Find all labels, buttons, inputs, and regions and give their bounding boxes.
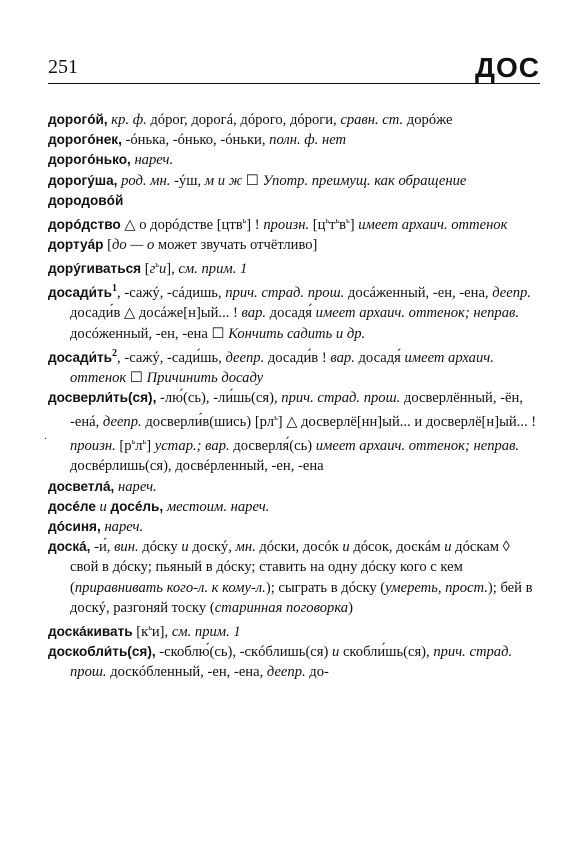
page-number: 251 (48, 56, 78, 78)
headword: доскáкивать (48, 623, 133, 639)
entry-text: доскý, (188, 539, 236, 556)
italic-label: мн. (235, 539, 256, 556)
entry-text: досверля́(сь) (229, 438, 316, 455)
italic-label: местоим. нареч. (166, 498, 270, 515)
entry-text: , -сажý, -сáдишь, (117, 285, 226, 302)
italic-label: умереть, прост. (385, 579, 488, 596)
entry-text: может звучать отчётливо] (154, 237, 318, 254)
italic-label: вар. (241, 305, 267, 322)
dictionary-entry (48, 537, 538, 618)
entry-text: ] (146, 438, 155, 455)
dictionary-entry (48, 150, 538, 170)
softness-mark: ь (155, 260, 159, 270)
softness-mark: ь (335, 216, 340, 226)
italic-label: и (181, 539, 189, 556)
softness-mark: ь (242, 216, 247, 226)
italic-label: нареч. (104, 519, 144, 536)
dictionary-entry (48, 130, 538, 150)
headword: досади́ть (48, 285, 113, 301)
softness-mark: ь (131, 437, 136, 447)
headword: дорогóй, (48, 112, 108, 127)
dictionary-entry (48, 517, 538, 537)
entry-text: досадя́ (266, 305, 316, 322)
italic-label: имеет архаич. оттенок; (315, 305, 470, 322)
italic-label: род. мн. (121, 172, 171, 189)
headword: досéль, (110, 498, 164, 514)
entry-text: △ о дорóдстве [цтв (120, 216, 243, 233)
entry-text: досверлённый, -ён, -енá, (70, 390, 523, 431)
stray-mark: · (44, 434, 48, 445)
italic-label: кр. ф. (111, 112, 147, 128)
headword: доскобли́ть(ся), (48, 644, 156, 660)
entry-text: ); сыграть в дóску ( (265, 579, 386, 596)
entry-text: [р (115, 438, 132, 455)
italic-label: устар.; (154, 438, 202, 455)
italic-label: приравнивать кого-л. к кому-л. (74, 579, 266, 596)
dictionary-entry (48, 211, 538, 235)
italic-label: старинная поговорка (214, 599, 349, 616)
dictionary-entry (48, 477, 538, 497)
entry-text: -и́, (90, 539, 115, 556)
entry-text: ] ! (246, 216, 264, 233)
softness-mark: ь (148, 623, 152, 633)
headword: дородовóй (48, 192, 124, 208)
italic-label: и (99, 498, 107, 515)
entry-text: досадя́ (354, 349, 405, 366)
entry-text: [к (132, 623, 149, 640)
entry-text: ☐ (126, 369, 147, 386)
softness-mark: ь (346, 216, 350, 226)
entry-text: досверли́в(шись) [рл (141, 414, 275, 431)
italic-label: Причинить досаду (146, 369, 264, 386)
italic-label: и (444, 539, 452, 556)
dictionary-entry (48, 191, 538, 211)
dictionary-entry (48, 344, 538, 388)
entry-text: т (329, 216, 336, 233)
header-rule (48, 83, 540, 84)
entry-text: ☐ (242, 172, 263, 189)
entry-text: досвéрлишь(ся), досвéрленный, -ен, -ена (70, 458, 324, 475)
entry-text: досади́в △ досáже[н]ый... ! (70, 305, 242, 322)
entry-text: дорóже (403, 112, 453, 128)
italic-label: и (332, 644, 340, 661)
italic-label: деепр. (266, 664, 306, 681)
page-header (48, 52, 540, 83)
homonym-index: 2 (112, 347, 118, 359)
entry-text: и], (151, 623, 172, 640)
italic-label: нареч. (134, 152, 174, 169)
entry-text: -лю́(сь), -ли́шь(ся), (156, 390, 282, 407)
homonym-index: 1 (112, 283, 118, 295)
entry-text: , -сажý, -сади́шь, (117, 349, 226, 366)
entry-text: ); бей в доскý, разгоняй тоску ( (70, 579, 533, 616)
italic-label: и (158, 261, 167, 278)
entry-text: дóсок, доскáм (349, 539, 445, 556)
entry-text: [ц (309, 216, 326, 233)
italic-label: имеет архаич. оттенок (358, 216, 508, 233)
dictionary-entry (48, 618, 538, 642)
italic-label: Употр. преимущ. как обращение (262, 172, 467, 189)
dictionary-entry (48, 642, 538, 682)
dictionary-entry (48, 497, 538, 517)
entry-text: -ýш, (170, 172, 205, 189)
headword: дорýгиваться (48, 261, 142, 277)
italic-label: м и ж (204, 172, 243, 189)
entry-text: дóрог, дорогá, дóрого, дóроги, (146, 112, 341, 128)
italic-label: имеет архаич. оттенок (70, 349, 494, 386)
entry-text: доскóбленный, -ен, -ена, (106, 664, 267, 681)
italic-label: см. прим. 1 (171, 623, 241, 640)
italic-label: сравн. ст. (340, 112, 404, 128)
entry-text: до- (305, 664, 329, 681)
italic-label: нареч. (117, 478, 157, 495)
italic-label: г (149, 261, 156, 278)
dictionary-entry (48, 388, 538, 477)
italic-label: имеет архаич. оттенок; (315, 438, 470, 455)
italic-label: неправ. (473, 438, 520, 455)
entry-text: в (339, 216, 347, 233)
italic-label: прич. страд. прош. (225, 285, 345, 302)
entry-text: досади́в ! (264, 349, 331, 366)
entry-text: дóску (138, 539, 182, 556)
dictionary-entry (48, 279, 538, 343)
dictionary-column (48, 110, 538, 683)
entry-text: ] (349, 216, 359, 233)
entry-text: ] △ досверлё[нн]ый... и досверлё[н]ый... ! (277, 414, 537, 431)
italic-label: вар. (330, 349, 355, 366)
dictionary-entry (48, 255, 538, 279)
italic-label: вин. (114, 539, 139, 556)
italic-label: деепр. (102, 414, 142, 431)
italic-label: см. прим. 1 (178, 261, 248, 278)
dictionary-entry (48, 110, 538, 130)
entry-text: досáженный, -ен, -ена, (344, 285, 493, 302)
softness-mark: ь (142, 437, 147, 447)
headword: дортуáр (48, 237, 104, 253)
headword: досветлá, (48, 478, 115, 494)
headword: дорогóнек, (48, 132, 122, 148)
entry-text: дóски, досóк (255, 539, 343, 556)
entry-text: ) (348, 599, 353, 616)
softness-mark: ь (274, 413, 278, 423)
headword: дóсиня, (48, 519, 101, 535)
entry-text: [ (141, 261, 150, 278)
italic-label: прич. страд. прош. (281, 390, 401, 407)
softness-mark: ь (325, 216, 330, 226)
entry-text: дóскам ◊ свой в дóску; пьяный в дóску; ставить на одну дóску кого с кем ( (70, 539, 510, 596)
headword: досверли́ть(ся), (48, 390, 157, 406)
entry-text: скобли́шь(ся), (339, 644, 434, 661)
italic-label: полн. ф. нет (269, 132, 347, 149)
italic-label: и (342, 539, 350, 556)
dictionary-entry (48, 235, 538, 255)
entry-text: ], (166, 261, 179, 278)
italic-label: деепр. (225, 349, 265, 366)
entry-text: досóженный, -ен, -ена ☐ (70, 325, 229, 342)
italic-label: до — о (112, 237, 155, 254)
headword: дорóдство (48, 216, 121, 232)
headword: доскá, (48, 539, 91, 555)
italic-label: произн. (263, 216, 310, 233)
dictionary-entry (48, 171, 538, 191)
headword: досади́ть (48, 349, 113, 365)
entry-text: л (135, 438, 143, 455)
italic-label: Кончить садить и др. (228, 325, 366, 342)
headword: досéле (48, 498, 96, 514)
running-head: ДОС (475, 52, 540, 83)
italic-label: неправ. (473, 305, 519, 322)
italic-label: прич. страд. прош. (70, 644, 513, 681)
italic-label: произн. (70, 438, 116, 455)
italic-label: вар. (205, 438, 230, 455)
entry-text: -скоблю́(сь), -скóблишь(ся) (155, 644, 332, 661)
entry-text: -óнька, -óнько, -óньки, (121, 132, 270, 149)
italic-label: деепр. (492, 285, 531, 302)
headword: дорогóнько, (48, 152, 131, 168)
headword: дорогýша, (48, 172, 118, 188)
entry-text: [ (103, 237, 112, 254)
